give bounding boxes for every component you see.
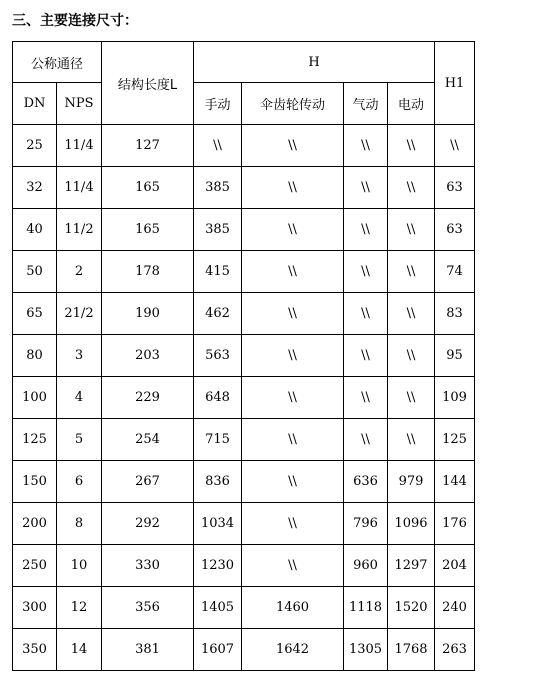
header-bevel: 伞齿轮传动 [242,83,344,125]
cell-manual: 648 [194,377,242,419]
cell-dn: 32 [13,167,57,209]
cell-electric: \\ [388,167,435,209]
cell-length: 330 [102,545,194,587]
table-row [13,167,475,209]
cell-electric: \\ [388,293,435,335]
cell-bevel: \\ [242,419,344,461]
table-row [13,503,475,545]
table-row [13,209,475,251]
cell-electric: 1520 [388,587,435,629]
cell-dn: 100 [13,377,57,419]
connection-dimensions-table [12,41,475,671]
cell-h1: 176 [435,503,475,545]
cell-h1: 144 [435,461,475,503]
cell-electric: 979 [388,461,435,503]
cell-length: 203 [102,335,194,377]
cell-length: 267 [102,461,194,503]
header-pneumatic: 气动 [344,83,388,125]
cell-electric: \\ [388,251,435,293]
header-row-1 [13,42,475,83]
cell-h1: 109 [435,377,475,419]
cell-electric: 1096 [388,503,435,545]
cell-manual: 415 [194,251,242,293]
cell-manual: 385 [194,209,242,251]
table-row [13,125,475,167]
cell-length: 381 [102,629,194,671]
cell-nps: 10 [57,545,102,587]
cell-nps: 8 [57,503,102,545]
cell-dn: 50 [13,251,57,293]
cell-nps: 2 [57,251,102,293]
header-nominal: 公称通径 [13,42,102,83]
cell-nps: 11/4 [57,167,102,209]
cell-bevel: \\ [242,377,344,419]
cell-pneumatic: 796 [344,503,388,545]
table-row [13,293,475,335]
cell-nps: 11/4 [57,125,102,167]
cell-pneumatic: \\ [344,419,388,461]
cell-dn: 65 [13,293,57,335]
cell-length: 190 [102,293,194,335]
cell-electric: 1768 [388,629,435,671]
cell-bevel: \\ [242,545,344,587]
cell-pneumatic: \\ [344,125,388,167]
cell-manual: 715 [194,419,242,461]
cell-dn: 80 [13,335,57,377]
cell-nps: 6 [57,461,102,503]
cell-nps: 11/2 [57,209,102,251]
cell-length: 254 [102,419,194,461]
cell-electric: \\ [388,335,435,377]
cell-bevel: \\ [242,125,344,167]
cell-manual: 1230 [194,545,242,587]
cell-length: 165 [102,209,194,251]
cell-bevel: \\ [242,251,344,293]
table-row [13,419,475,461]
cell-length: 127 [102,125,194,167]
cell-manual: 385 [194,167,242,209]
cell-nps: 3 [57,335,102,377]
cell-pneumatic: 1118 [344,587,388,629]
cell-dn: 25 [13,125,57,167]
header-h1: H1 [435,42,475,125]
cell-manual: 836 [194,461,242,503]
cell-bevel: 1642 [242,629,344,671]
cell-h1: 74 [435,251,475,293]
cell-length: 356 [102,587,194,629]
cell-nps: 12 [57,587,102,629]
cell-manual: \\ [194,125,242,167]
cell-h1: 204 [435,545,475,587]
cell-nps: 4 [57,377,102,419]
cell-dn: 250 [13,545,57,587]
table-row [13,545,475,587]
cell-manual: 1034 [194,503,242,545]
header-length: 结构长度L [102,42,194,125]
cell-length: 292 [102,503,194,545]
cell-nps: 5 [57,419,102,461]
cell-bevel: \\ [242,503,344,545]
cell-pneumatic: \\ [344,209,388,251]
cell-manual: 1607 [194,629,242,671]
header-dn: DN [13,83,57,125]
cell-pneumatic: \\ [344,377,388,419]
cell-dn: 40 [13,209,57,251]
cell-electric: \\ [388,125,435,167]
cell-pneumatic: \\ [344,167,388,209]
table-row [13,461,475,503]
cell-length: 165 [102,167,194,209]
cell-h1: 240 [435,587,475,629]
table-row [13,587,475,629]
header-electric: 电动 [388,83,435,125]
section-title: 三、主要连接尺寸： [12,13,138,29]
cell-pneumatic: 636 [344,461,388,503]
cell-pneumatic: \\ [344,251,388,293]
cell-h1: 125 [435,419,475,461]
cell-dn: 125 [13,419,57,461]
cell-dn: 200 [13,503,57,545]
table-row [13,335,475,377]
cell-bevel: \\ [242,461,344,503]
header-row-2 [13,83,475,125]
cell-nps: 14 [57,629,102,671]
cell-h1: 63 [435,209,475,251]
cell-manual: 462 [194,293,242,335]
cell-bevel: 1460 [242,587,344,629]
cell-electric: \\ [388,209,435,251]
cell-h1: 83 [435,293,475,335]
cell-dn: 150 [13,461,57,503]
cell-dn: 350 [13,629,57,671]
table-row [13,629,475,671]
cell-manual: 1405 [194,587,242,629]
cell-pneumatic: \\ [344,335,388,377]
cell-nps: 21/2 [57,293,102,335]
cell-h1: 63 [435,167,475,209]
cell-bevel: \\ [242,293,344,335]
cell-electric: \\ [388,377,435,419]
cell-pneumatic: 960 [344,545,388,587]
cell-length: 229 [102,377,194,419]
header-manual: 手动 [194,83,242,125]
cell-electric: 1297 [388,545,435,587]
cell-bevel: \\ [242,335,344,377]
cell-h1: 263 [435,629,475,671]
cell-bevel: \\ [242,209,344,251]
cell-h1: \\ [435,125,475,167]
cell-dn: 300 [13,587,57,629]
cell-h1: 95 [435,335,475,377]
cell-length: 178 [102,251,194,293]
table-row [13,377,475,419]
header-h: H [194,42,435,83]
table-row [13,251,475,293]
cell-bevel: \\ [242,167,344,209]
header-nps: NPS [57,83,102,125]
cell-manual: 563 [194,335,242,377]
cell-pneumatic: 1305 [344,629,388,671]
cell-pneumatic: \\ [344,293,388,335]
cell-electric: \\ [388,419,435,461]
